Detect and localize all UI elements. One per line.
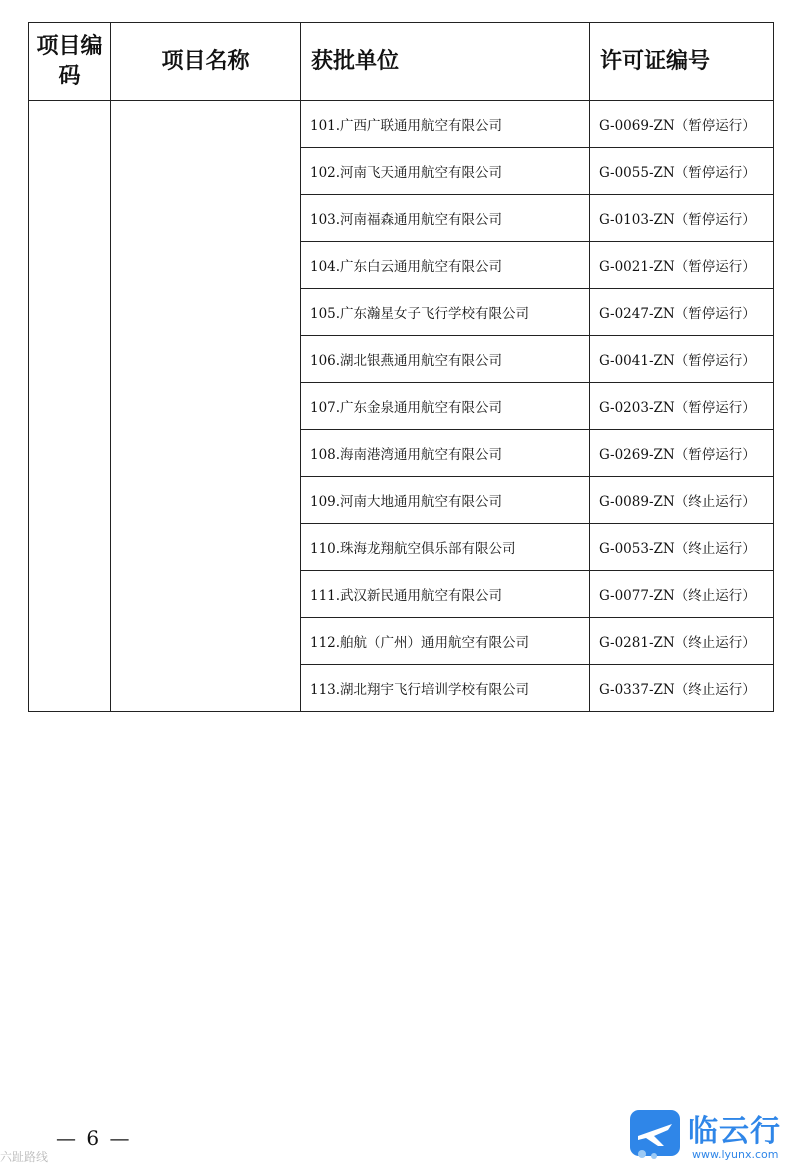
approved-unit-cell: 108.海南港湾通用航空有限公司 <box>301 430 590 477</box>
license-number-cell: G-0281-ZN（终止运行） <box>590 618 774 665</box>
license-table <box>28 22 774 712</box>
approved-unit-cell: 112.舶航（广州）通用航空有限公司 <box>301 618 590 665</box>
header-license-number: 许可证编号 <box>590 23 774 101</box>
license-number-cell: G-0089-ZN（终止运行） <box>590 477 774 524</box>
watermark-left-text: 六趾路线 <box>0 1150 49 1164</box>
project-code-cell <box>29 101 111 712</box>
approved-unit-cell: 110.珠海龙翔航空俱乐部有限公司 <box>301 524 590 571</box>
approved-unit-cell: 103.河南福森通用航空有限公司 <box>301 195 590 242</box>
license-number-cell: G-0053-ZN（终止运行） <box>590 524 774 571</box>
approved-unit-cell: 104.广东白云通用航空有限公司 <box>301 242 590 289</box>
license-number-cell: G-0247-ZN（暂停运行） <box>590 289 774 336</box>
approved-unit-cell: 106.湖北银燕通用航空有限公司 <box>301 336 590 383</box>
watermark-left <box>0 1148 48 1165</box>
table-row <box>29 101 774 148</box>
approved-unit-cell: 102.河南飞天通用航空有限公司 <box>301 148 590 195</box>
approved-unit-cell: 113.湖北翔宇飞行培训学校有限公司 <box>301 665 590 712</box>
license-number-cell: G-0269-ZN（暂停运行） <box>590 430 774 477</box>
license-number-cell: G-0103-ZN（暂停运行） <box>590 195 774 242</box>
approved-unit-cell: 101.广西广联通用航空有限公司 <box>301 101 590 148</box>
header-approved-unit: 获批单位 <box>301 23 590 101</box>
approved-unit-cell: 107.广东金泉通用航空有限公司 <box>301 383 590 430</box>
watermark-brand: 临云行 <box>688 1114 781 1149</box>
license-number-cell: G-0337-ZN（终止运行） <box>590 665 774 712</box>
header-project-name: 项目名称 <box>111 23 301 101</box>
license-number-cell: G-0041-ZN（暂停运行） <box>590 336 774 383</box>
table-header-row <box>29 23 774 101</box>
project-name-cell <box>111 101 301 712</box>
license-number-cell: G-0055-ZN（暂停运行） <box>590 148 774 195</box>
header-project-code: 项目编码 <box>29 23 111 101</box>
watermark-right <box>628 1100 793 1168</box>
license-number-cell: G-0069-ZN（暂停运行） <box>590 101 774 148</box>
watermark-url: www.lyunx.com <box>692 1148 779 1161</box>
license-number-cell: G-0077-ZN（终止运行） <box>590 571 774 618</box>
license-number-cell: G-0021-ZN（暂停运行） <box>590 242 774 289</box>
page-number: — 6 — <box>56 1126 132 1150</box>
approved-unit-cell: 109.河南大地通用航空有限公司 <box>301 477 590 524</box>
license-number-cell: G-0203-ZN（暂停运行） <box>590 383 774 430</box>
approved-unit-cell: 105.广东瀚星女子飞行学校有限公司 <box>301 289 590 336</box>
airplane-logo-icon <box>628 1106 684 1162</box>
table-body <box>29 101 774 712</box>
approved-unit-cell: 111.武汉新民通用航空有限公司 <box>301 571 590 618</box>
